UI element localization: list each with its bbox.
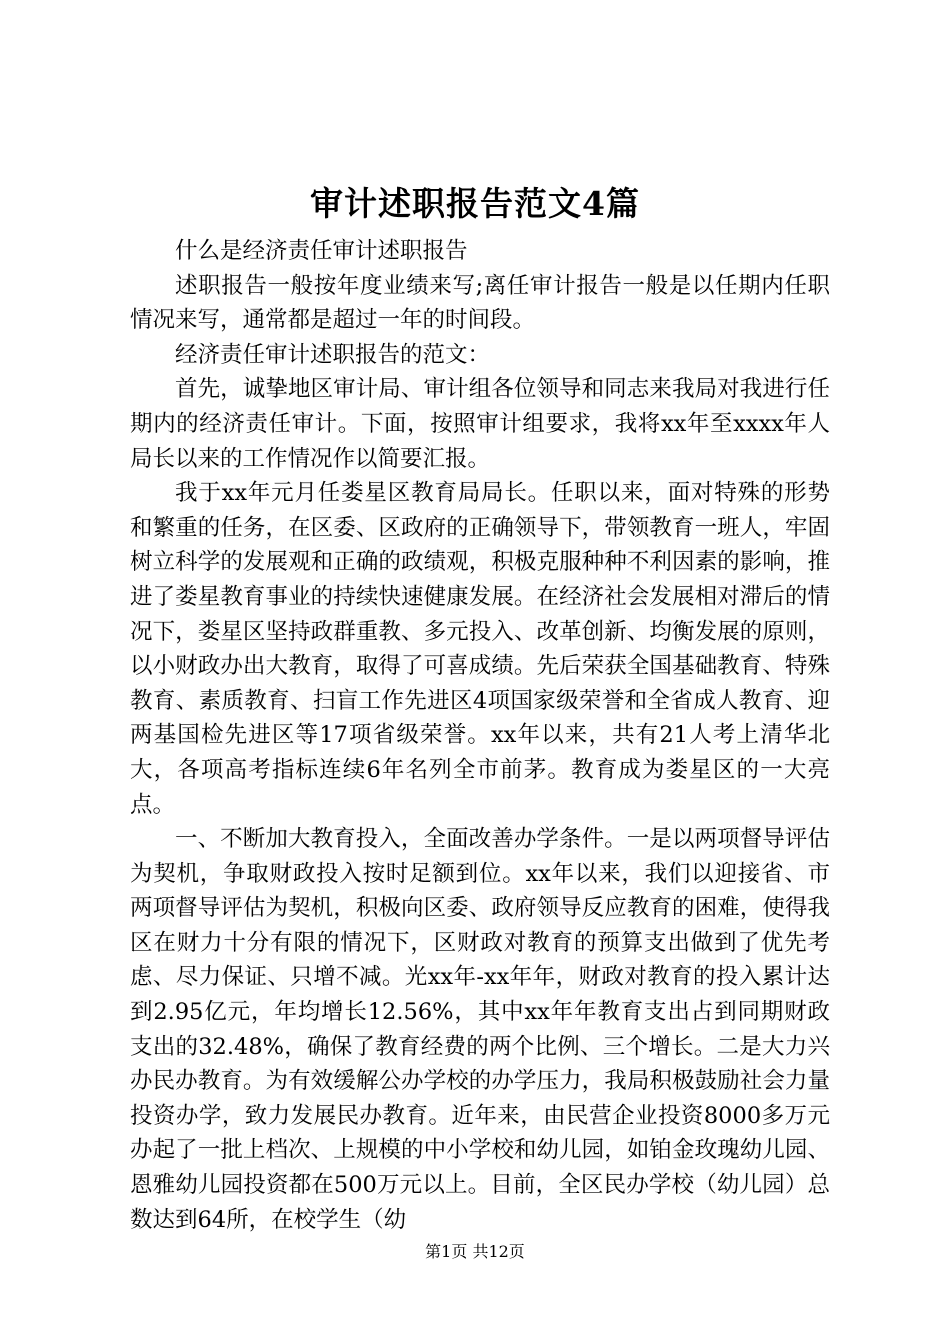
document-title: 审计述职报告范文4篇	[310, 184, 640, 223]
paragraph: 经济责任审计述职报告的范文：	[175, 341, 491, 368]
paragraph: 述职报告一般按年度业绩来写;离任审计报告一般是以任期内任职情况来写，通常都是超过一年的时间段。	[130, 272, 830, 334]
paragraph: 一、不断加大教育投入，全面改善办学条件。一是以两项督导评估为契机，争取财政投入按时足额到位。xx年以来，我们以迎接省、市两项督导评估为契机，积极向区委、政府领导反应教育的困难，使得我区在财力十分有限的情况下，区财政对教育的预算支出做到了优先考虑、尽力保证、只增不减。光xx年-xx年年，财政对教育的投入累计达到2.95亿元，年均增长12.56%，其中xx年年教育支出占到同期财政支出的32.48%，确保了教育经费的两个比例、三个增长。二是大力兴办民办教育。为有效缓解公办学校的办学压力，我局积极鼓励社会力量投资办学，致力发展民办教育。近年来，由民营企业投资8000多万元办起了一批上档次、上规模的中小学校和幼儿园，如铂金玫瑰幼儿园、恩雅幼儿园投资都在500万元以上。目前，全区民办学校（幼儿园）总数达到64所，在校学生（幼	[130, 826, 830, 1233]
paragraph: 我于xx年元月任娄星区教育局局长。任职以来，面对特殊的形势和繁重的任务，在区委、区政府的正确领导下，带领教育一班人，牢固树立科学的发展观和正确的政绩观，积极克服种种不利因素的影响，推进了娄星教育事业的持续快速健康发展。在经济社会发展相对滞后的情况下，娄星区坚持政群重教、多元投入、改革创新、均衡发展的原则，以小财政办出大教育，取得了可喜成绩。先后荣获全国基础教育、特殊教育、素质教育、扫盲工作先进区4项国家级荣誉和全省成人教育、迎两基国检先进区等17项省级荣誉。xx年以来，共有21人考上清华北大，各项高考指标连续6年名列全市前茅。教育成为娄星区的一大亮点。	[130, 480, 830, 818]
paragraph: 首先，诚挚地区审计局、审计组各位领导和同志来我局对我进行任期内的经济责任审计。下面，按照审计组要求，我将xx年至xxxx年人局长以来的工作情况作以简要汇报。	[130, 376, 830, 472]
page-footer: 第1页 共12页	[425, 1242, 525, 1261]
paragraph: 什么是经济责任审计述职报告	[175, 238, 468, 264]
document-body	[130, 234, 830, 1237]
